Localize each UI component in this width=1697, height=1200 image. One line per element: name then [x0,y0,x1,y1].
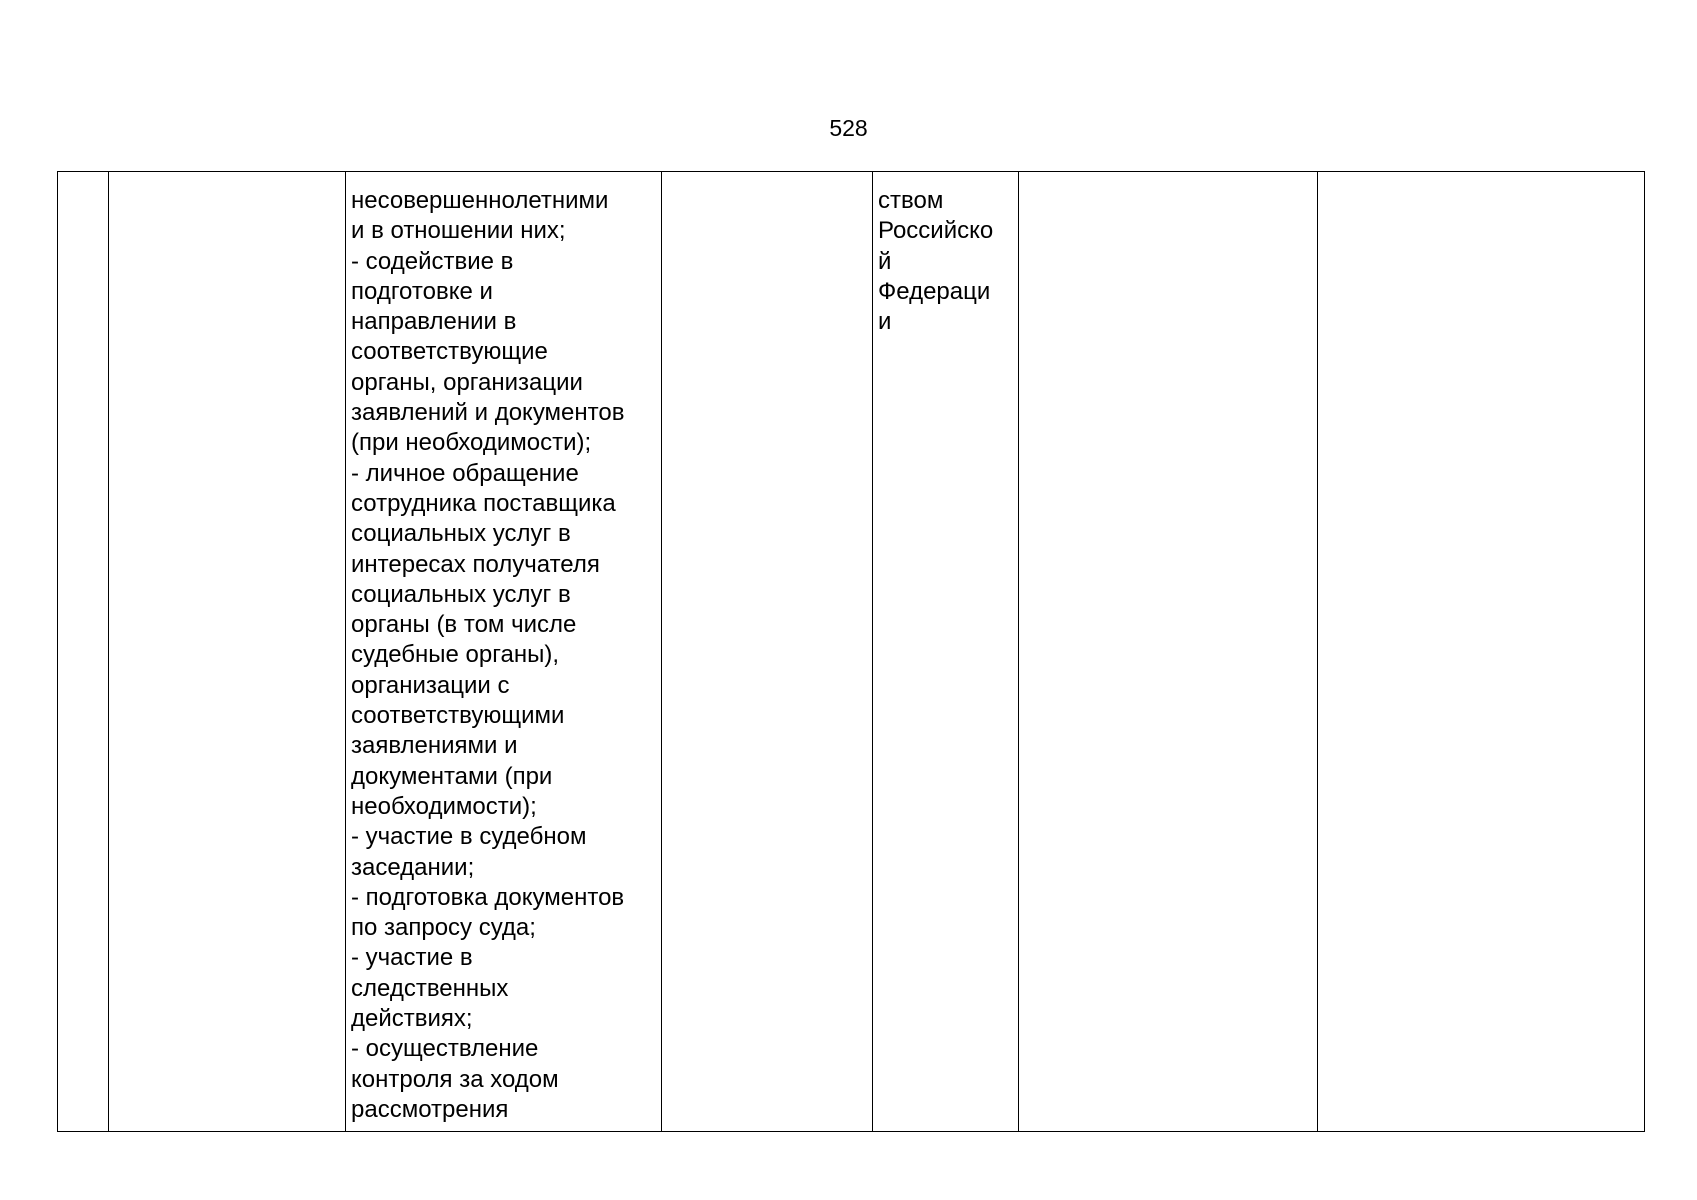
text-line: ством [878,187,944,214]
text-line: - содействие в [351,247,514,275]
text-line: по запросу суда; [351,914,536,942]
text-line: Российско [878,217,994,245]
text-line: направлении в [351,308,517,336]
text-line: соответствующие [351,338,548,366]
text-line: - участие в судебном [351,823,587,851]
text-line: - осуществление [351,1035,539,1063]
text-line: необходимости); [351,792,537,820]
text-line: несовершеннолетними [351,187,609,214]
text-line: организации с [351,671,510,699]
text-line: и [878,308,892,336]
text-line: заявлениями и [351,732,518,760]
table-row [58,172,1645,1132]
text-line: заседании; [351,853,475,881]
page-number: 528 [829,115,868,141]
text-line: й [878,247,892,275]
text-line: соответствующими [351,702,565,730]
text-line: - личное обращение [351,459,579,487]
text-line: и в отношении них; [351,217,566,245]
cell-number [58,172,109,1132]
text-line: органы, организации [351,368,583,396]
text-line: - участие в [351,944,473,972]
text-line: социальных услуг в [351,520,571,548]
text-line: органы (в том числе [351,611,577,639]
text-line: - подготовка документов [351,883,625,911]
text-line: судебные органы), [351,641,559,669]
text-line: действиях; [351,1005,473,1033]
cell-column-7 [1318,172,1645,1132]
cell-legal-basis [873,172,1019,1132]
cell-service-description [346,172,662,1132]
text-line: (при необходимости); [351,429,592,457]
text-line: следственных [351,974,509,1002]
text-line: сотрудника поставщика [351,489,616,517]
document-table [57,171,1645,1132]
text-line: подготовке и [351,277,493,305]
text-line: рассмотрения [351,1095,509,1123]
cell-service-name [109,172,346,1132]
service-description-text [351,186,657,1125]
cell-column-4 [662,172,873,1132]
legal-basis-text [878,186,1014,337]
text-line: Федераци [878,277,991,305]
text-line: контроля за ходом [351,1065,559,1093]
text-line: заявлений и документов [351,399,625,427]
text-line: социальных услуг в [351,580,571,608]
text-line: интересах получателя [351,550,600,578]
cell-column-6 [1019,172,1318,1132]
text-line: документами (при [351,762,553,790]
